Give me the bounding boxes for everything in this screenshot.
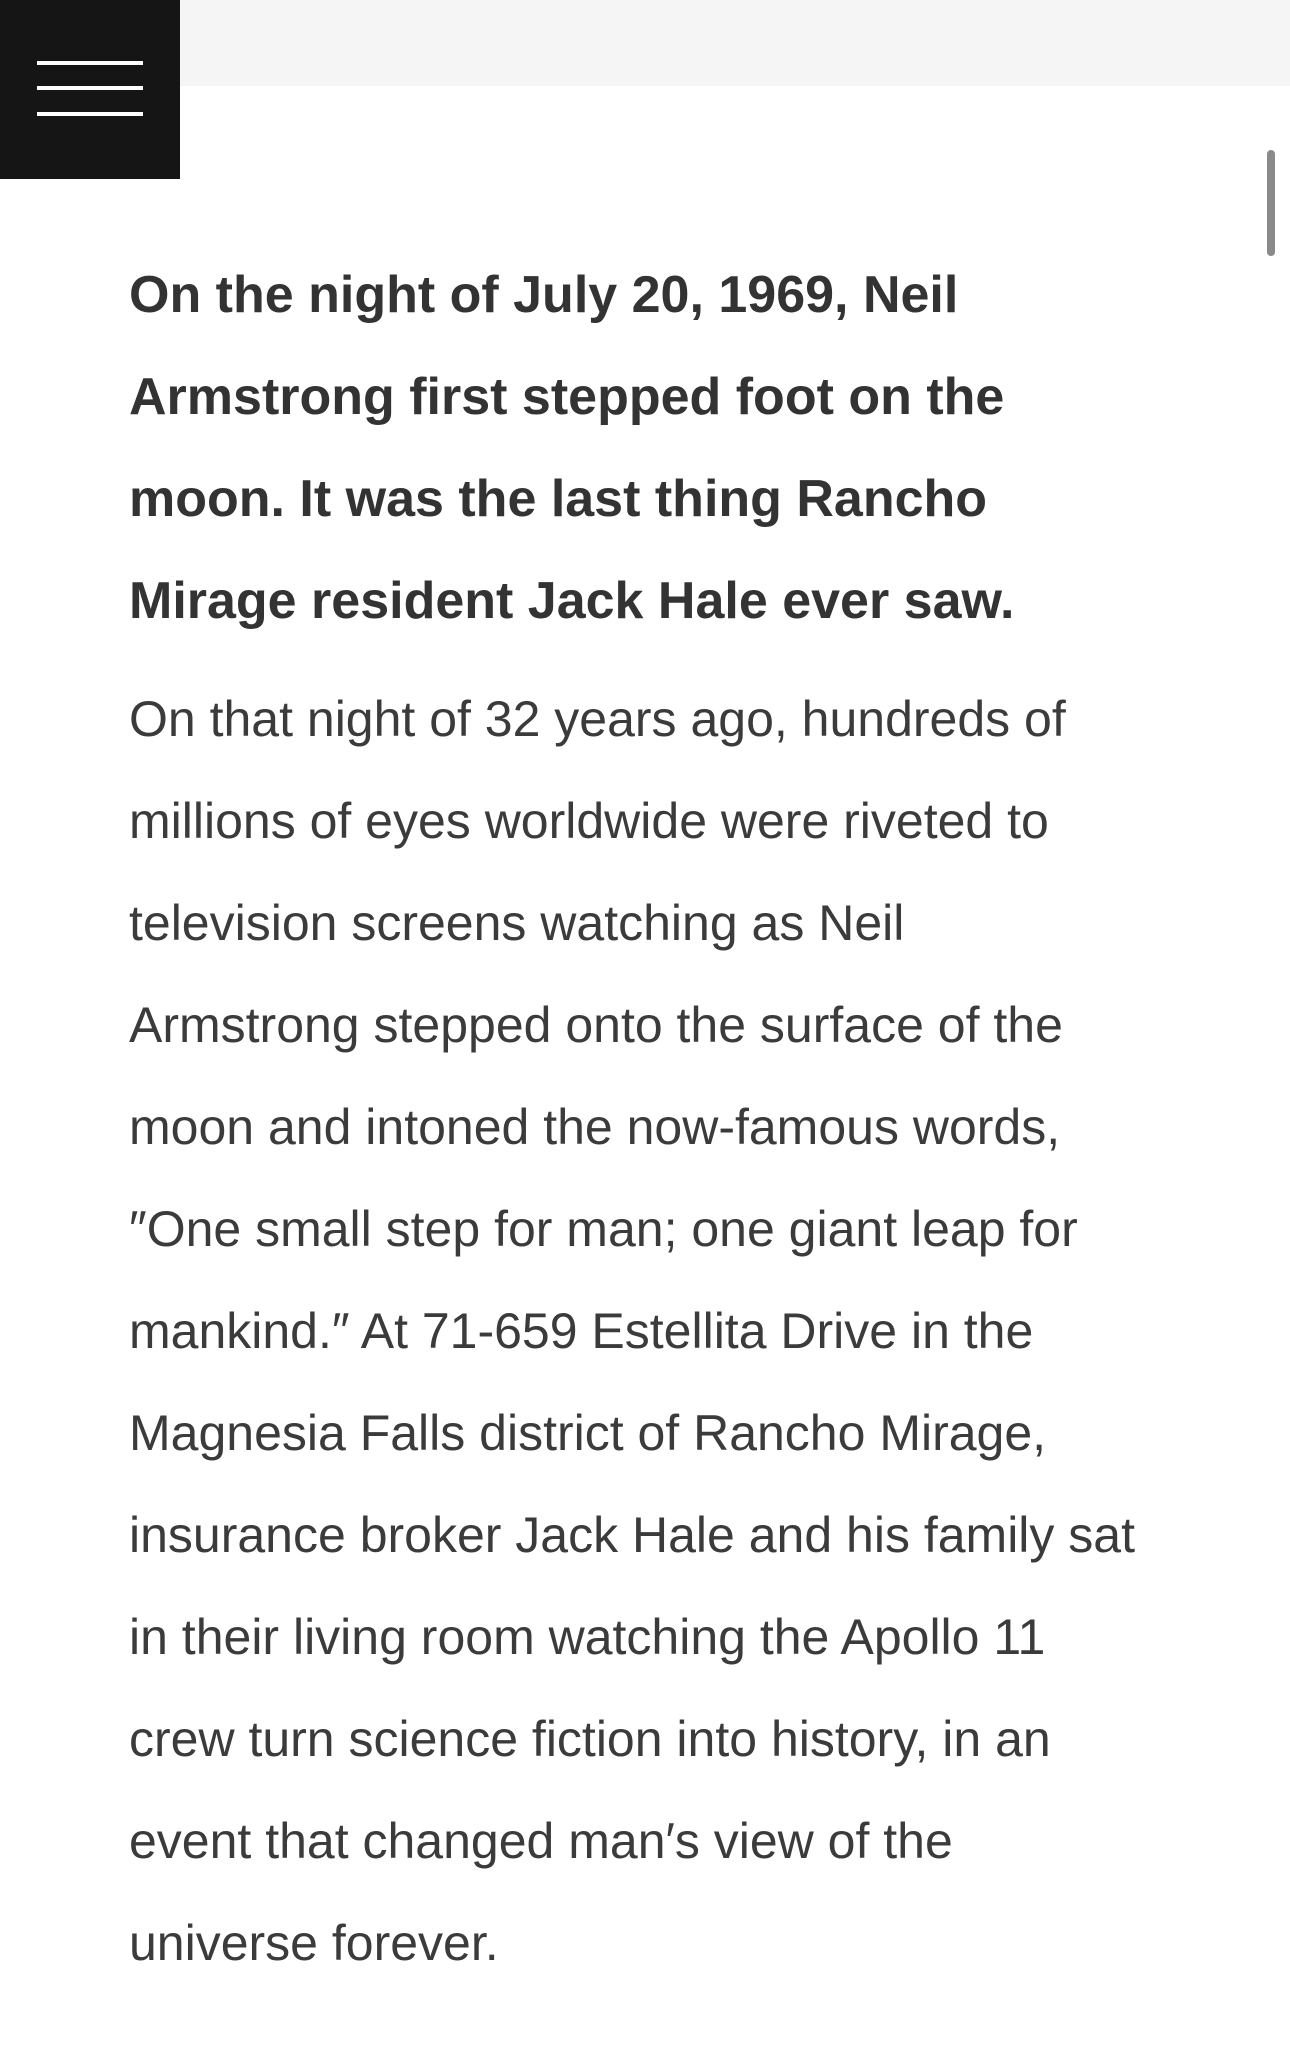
scrollbar-thumb[interactable]: [1267, 150, 1275, 256]
top-bar: [0, 0, 1290, 86]
article-paragraph: On that night of 32 years ago, hundreds of millions of eyes worldwide were riveted to television screens watching as Neil Armstrong stepped onto the surface of the moon and intoned the now-famous words, ″One small step for man; one giant leap for mankind.″ At 71-659 Estellita Drive in the Magnesia Falls district of Rancho Mirage, insurance broker Jack Hale and his family sat in their living room watching the Apollo 11 crew turn science fiction into history, in an event that changed man′s view of the universe forever.: [129, 691, 1136, 1971]
menu-button[interactable]: [0, 0, 180, 179]
article-lede: On the night of July 20, 1969, Neil Armstrong first stepped foot on the moon. It was the last thing Rancho Mirage resident Jack Hale ever saw.: [129, 266, 1015, 630]
hamburger-menu-icon: [37, 61, 143, 117]
article-body: [129, 244, 1139, 1994]
